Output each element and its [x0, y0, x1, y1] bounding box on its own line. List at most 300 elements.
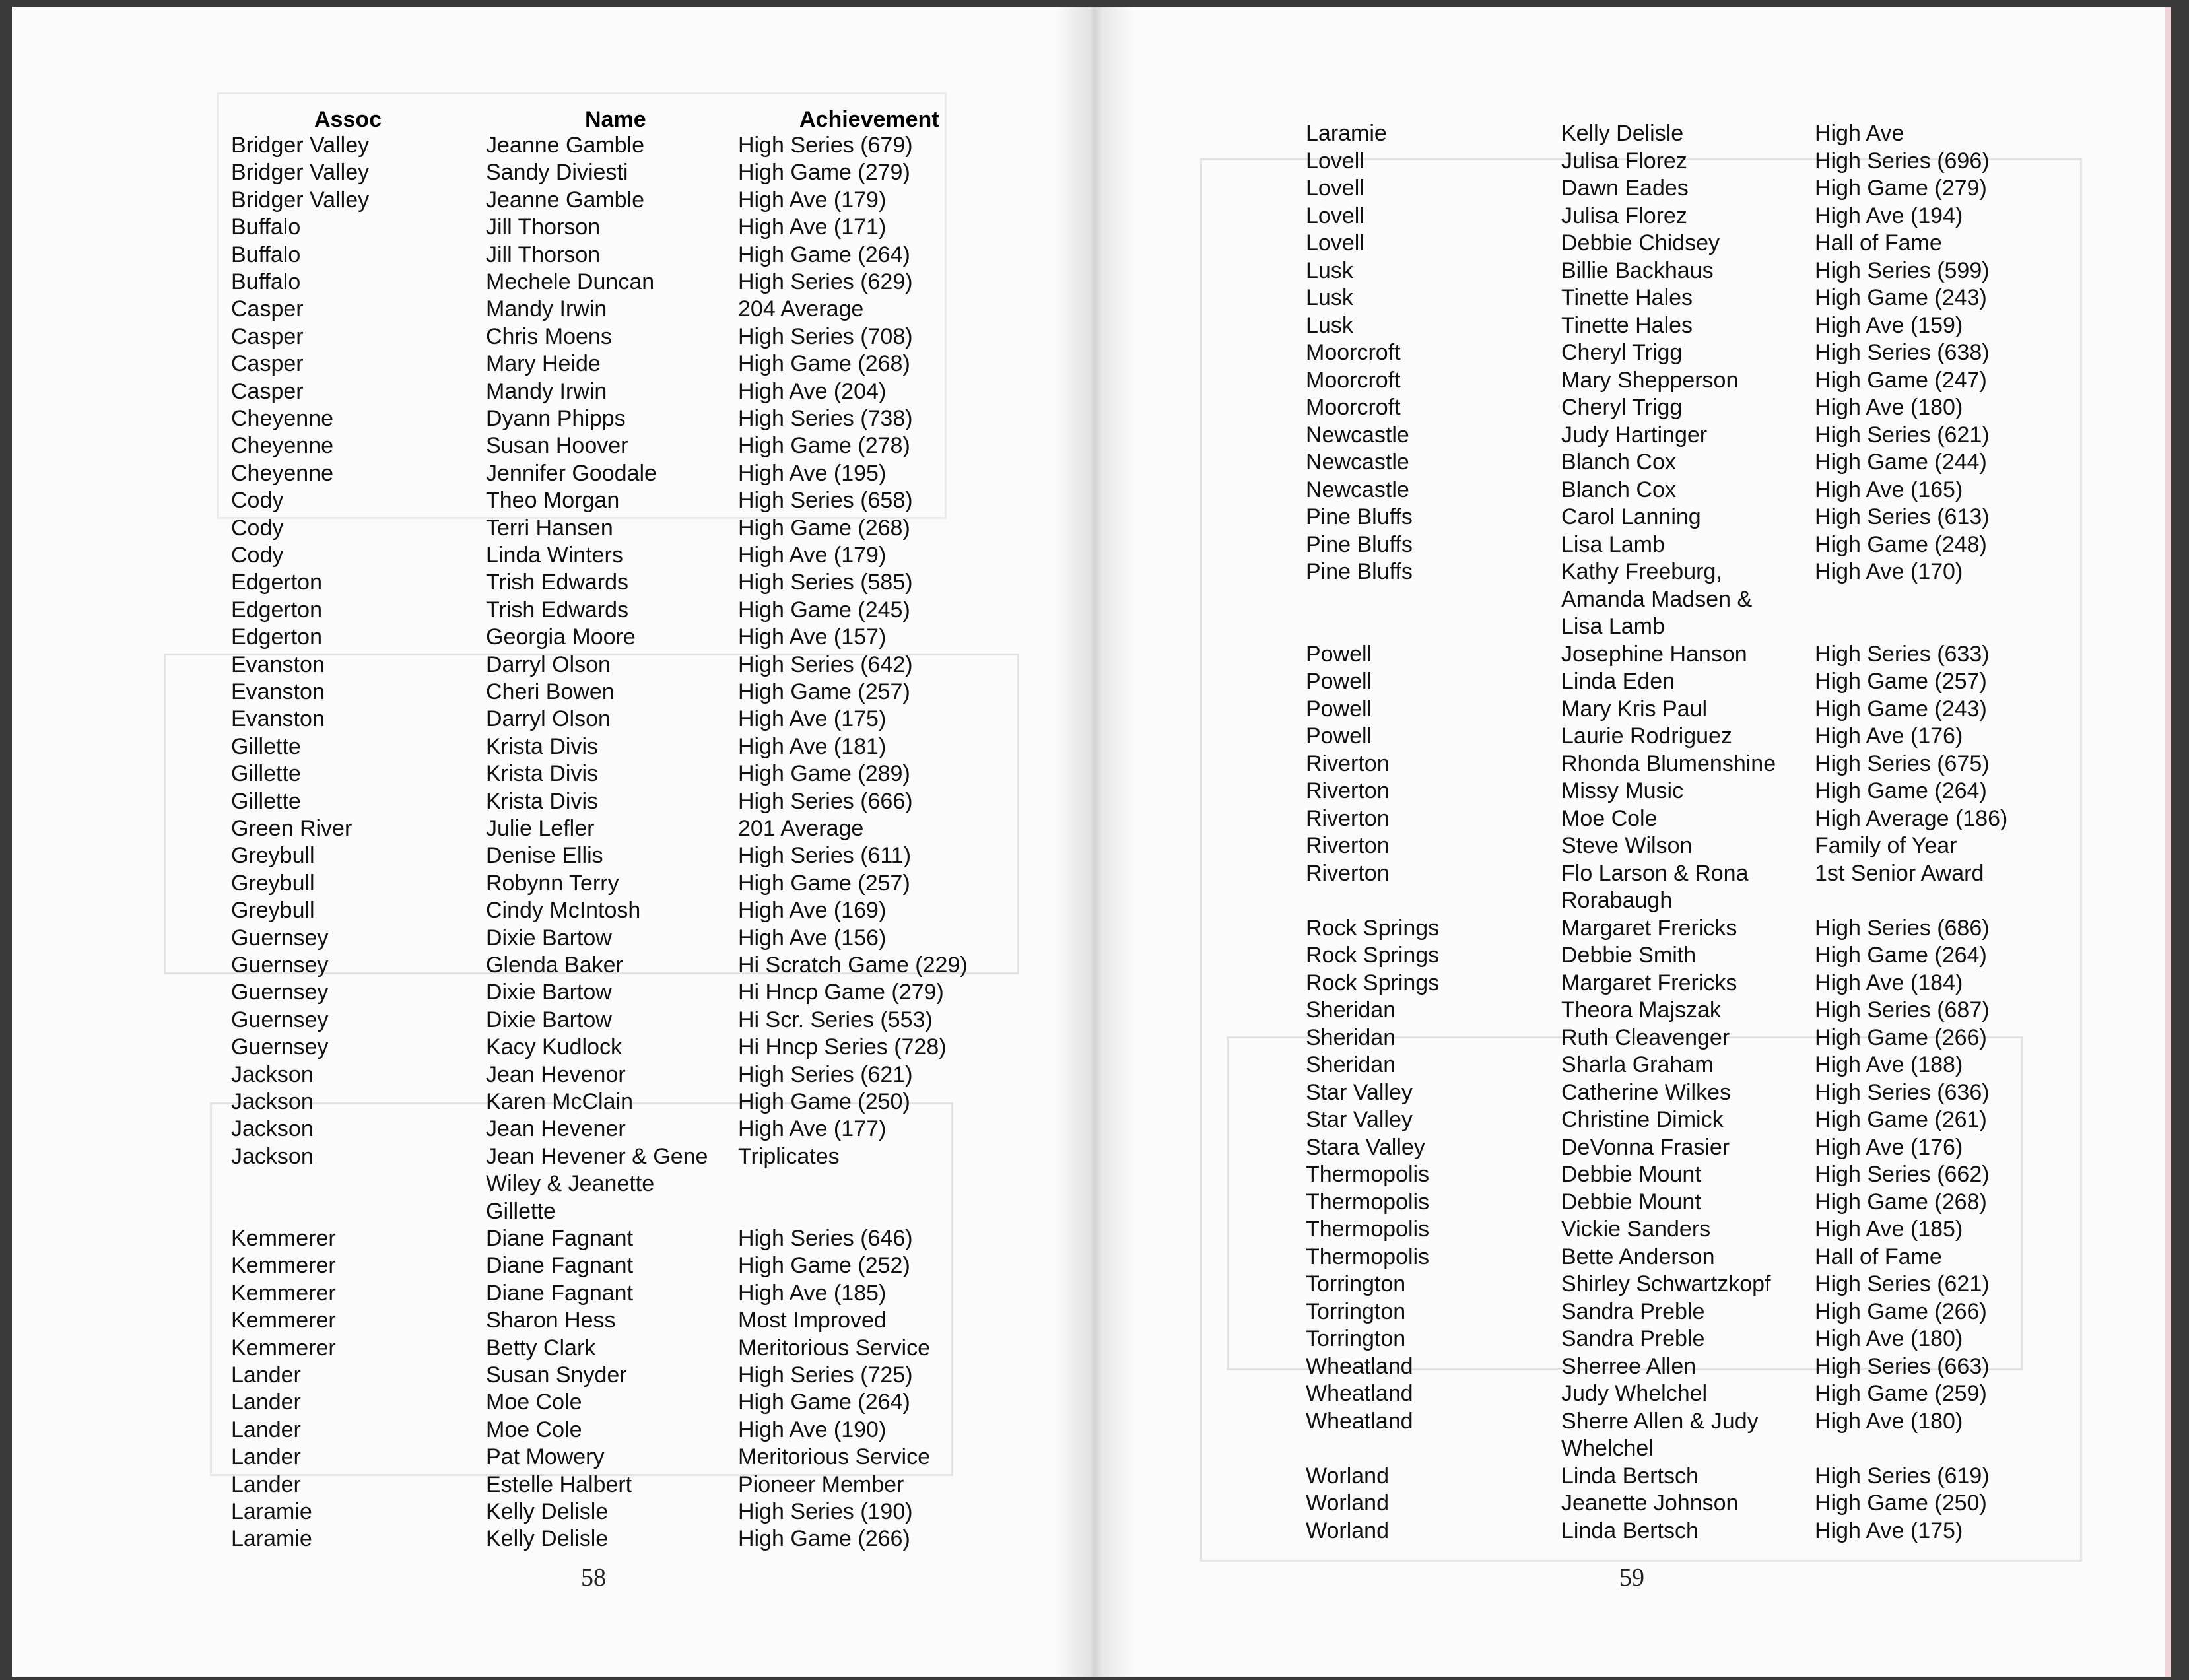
name-cell: Cheryl Trigg — [1561, 395, 1683, 420]
table-row — [12, 842, 1094, 869]
achievement-cell: Hall of Fame — [1815, 1244, 1942, 1269]
table-row — [12, 1335, 1094, 1362]
achievement-cell: High Ave (157) — [738, 624, 887, 650]
achievement-cell: High Series (619) — [1815, 1463, 1990, 1489]
table-row — [12, 1471, 1094, 1498]
name-cell: Debbie Mount — [1561, 1189, 1701, 1215]
name-cell: Trish Edwards — [486, 597, 629, 622]
name-cell: Julisa Florez — [1561, 148, 1687, 174]
name-cell: Sharon Hess — [486, 1308, 616, 1333]
assoc-cell: Riverton — [1306, 805, 1390, 831]
assoc-cell: Kemmerer — [231, 1253, 336, 1279]
table-row — [12, 1007, 1094, 1034]
table-row — [12, 1143, 1094, 1170]
table-row — [1094, 723, 2171, 750]
assoc-cell: Torrington — [1306, 1271, 1406, 1296]
table-row — [1094, 1079, 2171, 1106]
assoc-cell: Casper — [231, 378, 304, 404]
table-row — [1094, 1161, 2171, 1188]
name-cell: Denise Ellis — [486, 843, 603, 869]
achievement-cell: Hi Hncp Series (728) — [738, 1034, 947, 1060]
assoc-cell: Cheyenne — [231, 460, 334, 486]
achievement-cell: High Series (613) — [1815, 504, 1990, 529]
achievement-cell: High Ave (170) — [1815, 559, 1963, 584]
achievement-cell: High Game (243) — [1815, 696, 1987, 722]
table-row — [12, 679, 1094, 706]
assoc-cell: Thermopolis — [1306, 1162, 1430, 1187]
name-cell: Darryl Olson — [486, 706, 611, 732]
assoc-cell: Lusk — [1306, 312, 1353, 338]
assoc-cell: Powell — [1306, 723, 1372, 749]
table-row — [1094, 778, 2171, 805]
achievement-cell: High Ave (171) — [738, 215, 887, 240]
name-cell: Krista Divis — [486, 788, 599, 814]
achievement-cell: High Game (257) — [738, 870, 910, 896]
achievement-cell: High Series (190) — [738, 1499, 913, 1524]
table-row — [12, 1362, 1094, 1389]
achievement-cell: High Series (636) — [1815, 1079, 1990, 1105]
assoc-cell: Gillette — [231, 733, 301, 759]
achievement-cell: High Ave (159) — [1815, 312, 1963, 338]
name-cell: Mary Kris Paul — [1561, 696, 1708, 722]
name-cell: Darryl Olson — [486, 652, 611, 677]
name-cell: Amanda Madsen & — [1561, 586, 1753, 612]
achievement-cell: High Ave (180) — [1815, 1326, 1963, 1351]
table-row — [12, 460, 1094, 487]
assoc-cell: Jackson — [231, 1116, 314, 1142]
assoc-cell: Worland — [1306, 1491, 1389, 1516]
name-cell: Bette Anderson — [1561, 1244, 1715, 1269]
assoc-cell: Thermopolis — [1306, 1217, 1430, 1242]
table-row — [12, 815, 1094, 842]
name-cell: Lisa Lamb — [1561, 614, 1665, 639]
name-cell: Susan Hoover — [486, 433, 628, 459]
assoc-cell: Newcastle — [1306, 422, 1409, 448]
assoc-cell: Edgerton — [231, 624, 322, 650]
achievement-cell: High Ave (179) — [738, 187, 887, 213]
assoc-cell: Jackson — [231, 1061, 314, 1087]
name-cell: Blanch Cox — [1561, 450, 1676, 475]
assoc-cell: Lander — [231, 1444, 301, 1470]
assoc-cell: Jackson — [231, 1089, 314, 1114]
name-cell: Kelly Delisle — [486, 1526, 609, 1552]
table-row — [1094, 641, 2171, 668]
name-cell: Sandy Diviesti — [486, 160, 628, 185]
assoc-cell: Sheridan — [1306, 1025, 1396, 1050]
achievement-cell: High Game (244) — [1815, 450, 1987, 475]
name-cell: Theora Majszak — [1561, 997, 1721, 1023]
table-row — [1094, 312, 2171, 339]
achievement-cell: High Game (279) — [1815, 176, 1987, 201]
achievement-cell: High Series (621) — [1815, 1271, 1990, 1296]
assoc-cell: Edgerton — [231, 597, 322, 622]
assoc-cell: Pine Bluffs — [1306, 559, 1413, 584]
assoc-cell: Guernsey — [231, 1034, 329, 1060]
table-row — [1094, 915, 2171, 942]
table-row — [1094, 1244, 2171, 1271]
name-cell: Susan Snyder — [486, 1362, 627, 1388]
name-cell: Pat Mowery — [486, 1444, 605, 1470]
table-row — [1094, 1052, 2171, 1079]
name-cell: Ruth Cleavenger — [1561, 1025, 1730, 1050]
assoc-cell: Greybull — [231, 870, 315, 896]
name-cell: Dixie Bartow — [486, 925, 612, 951]
name-cell: Tinette Hales — [1561, 285, 1693, 310]
table-row — [1094, 1134, 2171, 1161]
table-row — [12, 187, 1094, 214]
table-row — [12, 1417, 1094, 1444]
name-cell: Judy Whelchel — [1561, 1381, 1708, 1406]
table-row — [1094, 422, 2171, 449]
table-row — [12, 378, 1094, 405]
name-cell: Vickie Sanders — [1561, 1217, 1711, 1242]
achievement-cell: High Ave (165) — [1815, 477, 1963, 502]
achievement-cell: High Series (621) — [738, 1061, 913, 1087]
table-row — [12, 1061, 1094, 1089]
name-cell: Krista Divis — [486, 761, 599, 787]
right-page — [1094, 7, 2171, 1677]
table-row — [12, 296, 1094, 323]
assoc-cell: Kemmerer — [231, 1308, 336, 1333]
table-row — [12, 351, 1094, 378]
table-row — [1094, 449, 2171, 476]
table-row — [1094, 1216, 2171, 1243]
name-cell: Dawn Eades — [1561, 176, 1689, 201]
assoc-cell: Worland — [1306, 1463, 1389, 1489]
assoc-cell: Lander — [231, 1362, 301, 1388]
assoc-cell: Worland — [1306, 1518, 1389, 1543]
achievement-cell: High Game (261) — [1815, 1107, 1987, 1132]
assoc-cell: Guernsey — [231, 925, 329, 951]
header-name: Name — [585, 107, 646, 132]
achievement-cell: High Ave (176) — [1815, 723, 1963, 749]
table-row — [12, 1498, 1094, 1526]
page-number: 58 — [581, 1564, 606, 1592]
name-cell: Dixie Bartow — [486, 1007, 612, 1032]
assoc-cell: Lusk — [1306, 285, 1353, 310]
name-cell: Dixie Bartow — [486, 980, 612, 1005]
table-row — [1094, 586, 2171, 613]
table-row — [1094, 1435, 2171, 1462]
name-cell: Catherine Wilkes — [1561, 1079, 1731, 1105]
page-number: 59 — [1619, 1564, 1644, 1592]
name-cell: Mandy Irwin — [486, 296, 607, 322]
achievement-cell: High Game (278) — [738, 433, 910, 459]
name-cell: Diane Fagnant — [486, 1253, 634, 1279]
name-cell: Jeanne Gamble — [486, 133, 645, 158]
left-page — [12, 7, 1094, 1677]
achievement-cell: High Game (266) — [1815, 1298, 1987, 1324]
assoc-cell: Kemmerer — [231, 1280, 336, 1306]
name-cell: Trish Edwards — [486, 570, 629, 595]
table-row — [1094, 832, 2171, 859]
assoc-cell: Newcastle — [1306, 450, 1409, 475]
assoc-cell: Bridger Valley — [231, 187, 370, 213]
table-row — [1094, 805, 2171, 832]
assoc-cell: Guernsey — [231, 980, 329, 1005]
achievement-cell: High Series (666) — [738, 788, 913, 814]
assoc-cell: Sheridan — [1306, 1052, 1396, 1077]
assoc-cell: Lander — [231, 1390, 301, 1415]
awards-table-right — [1094, 7, 2171, 1677]
table-row — [1094, 531, 2171, 558]
achievement-cell: High Series (686) — [1815, 915, 1990, 941]
table-row — [12, 706, 1094, 733]
achievement-cell: High Series (658) — [738, 488, 913, 514]
assoc-cell: Lovell — [1306, 148, 1364, 174]
table-row — [1094, 148, 2171, 175]
assoc-cell: Buffalo — [231, 269, 301, 294]
assoc-cell: Bridger Valley — [231, 160, 370, 185]
achievement-cell: High Series (696) — [1815, 148, 1990, 174]
achievement-cell: High Series (708) — [738, 323, 913, 349]
assoc-cell: Evanston — [231, 706, 325, 732]
achievement-cell: High Series (633) — [1815, 641, 1990, 667]
table-row — [1094, 1353, 2171, 1380]
assoc-cell: Riverton — [1306, 751, 1390, 776]
achievement-cell: High Game (257) — [1815, 669, 1987, 694]
assoc-cell: Cheyenne — [231, 406, 334, 431]
assoc-cell: Newcastle — [1306, 477, 1409, 502]
table-row — [1094, 751, 2171, 778]
assoc-cell: Stara Valley — [1306, 1134, 1425, 1160]
assoc-cell: Wheatland — [1306, 1381, 1413, 1406]
table-row — [12, 897, 1094, 924]
assoc-cell: Pine Bluffs — [1306, 504, 1413, 529]
name-cell: Diane Fagnant — [486, 1280, 634, 1306]
table-row — [1094, 696, 2171, 723]
name-cell: Dyann Phipps — [486, 406, 626, 431]
name-cell: Lisa Lamb — [1561, 531, 1665, 557]
name-cell: Margaret Frericks — [1561, 970, 1737, 995]
achievement-cell: High Ave (204) — [738, 378, 887, 404]
name-cell: Blanch Cox — [1561, 477, 1676, 502]
assoc-cell: Casper — [231, 323, 304, 349]
name-cell: Sharla Graham — [1561, 1052, 1714, 1077]
table-row — [1094, 668, 2171, 695]
table-row — [12, 925, 1094, 952]
achievement-cell: High Series (738) — [738, 406, 913, 431]
assoc-cell: Guernsey — [231, 1007, 329, 1032]
name-cell: Theo Morgan — [486, 488, 620, 514]
achievement-cell: High Ave (175) — [738, 706, 887, 732]
achievement-cell: High Game (268) — [738, 351, 910, 377]
table-row — [1094, 942, 2171, 969]
name-cell: Julie Lefler — [486, 816, 595, 841]
assoc-cell: Greybull — [231, 898, 315, 924]
assoc-cell: Buffalo — [231, 215, 301, 240]
name-cell: Christine Dimick — [1561, 1107, 1724, 1132]
assoc-cell: Wheatland — [1306, 1353, 1413, 1379]
achievement-cell: Hall of Fame — [1815, 230, 1942, 255]
name-cell: Jill Thorson — [486, 215, 601, 240]
achievement-cell: Hi Scratch Game (229) — [738, 953, 968, 978]
name-cell: Georgia Moore — [486, 624, 636, 650]
achievement-cell: High Series (611) — [738, 843, 912, 869]
name-cell: Estelle Halbert — [486, 1471, 632, 1497]
table-row — [1094, 887, 2171, 914]
name-cell: Sandra Preble — [1561, 1326, 1705, 1351]
table-row — [1094, 1025, 2171, 1052]
table-row — [12, 515, 1094, 542]
achievement-cell: Triplicates — [738, 1143, 840, 1169]
assoc-cell: Cody — [231, 515, 284, 541]
name-cell: Kelly Delisle — [486, 1499, 609, 1524]
assoc-cell: Riverton — [1306, 778, 1390, 803]
awards-table-left — [12, 7, 1094, 1677]
achievement-cell: High Ave (180) — [1815, 1408, 1963, 1434]
table-row — [12, 487, 1094, 514]
achievement-cell: High Ave (169) — [738, 898, 887, 924]
name-cell: Jean Hevener & Gene — [486, 1143, 708, 1169]
table-row — [12, 214, 1094, 241]
table-row — [12, 405, 1094, 432]
header-assoc: Assoc — [314, 107, 382, 132]
achievement-cell: High Ave (177) — [738, 1116, 887, 1142]
assoc-cell: Guernsey — [231, 953, 329, 978]
name-cell: Moe Cole — [1561, 805, 1658, 831]
name-cell: Linda Eden — [1561, 669, 1675, 694]
name-cell: Whelchel — [1561, 1436, 1654, 1461]
table-row — [1094, 1189, 2171, 1216]
achievement-cell: High Game (259) — [1815, 1381, 1987, 1406]
name-cell: Carol Lanning — [1561, 504, 1701, 529]
name-cell: Moe Cole — [486, 1417, 582, 1442]
assoc-cell: Powell — [1306, 641, 1372, 667]
achievement-cell: High Ave — [1815, 121, 1904, 146]
achievement-cell: 204 Average — [738, 296, 864, 322]
assoc-cell: Moorcroft — [1306, 367, 1401, 393]
achievement-cell: High Ave (185) — [738, 1280, 887, 1306]
table-row — [12, 760, 1094, 788]
name-cell: Debbie Smith — [1561, 943, 1697, 968]
table-row — [1094, 339, 2171, 366]
assoc-cell: Kemmerer — [231, 1335, 336, 1361]
achievement-cell: High Game (279) — [738, 160, 910, 185]
table-row — [1094, 285, 2171, 312]
name-cell: Steve Wilson — [1561, 833, 1693, 858]
name-cell: Jean Hevenor — [486, 1061, 626, 1087]
achievement-cell: High Game (245) — [738, 597, 910, 622]
assoc-cell: Cody — [231, 488, 284, 514]
name-cell: Margaret Frericks — [1561, 915, 1737, 941]
name-cell: Rhonda Blumenshine — [1561, 751, 1776, 776]
achievement-cell: High Game (257) — [738, 679, 910, 704]
name-cell: Debbie Chidsey — [1561, 230, 1720, 255]
table-row — [12, 870, 1094, 897]
assoc-cell: Kemmerer — [231, 1226, 336, 1251]
table-row — [12, 1089, 1094, 1116]
name-cell: Cheryl Trigg — [1561, 340, 1683, 365]
assoc-cell: Rock Springs — [1306, 943, 1440, 968]
achievement-cell: 1st Senior Award — [1815, 860, 1984, 886]
achievement-cell: High Game (268) — [738, 515, 910, 541]
achievement-cell: High Ave (188) — [1815, 1052, 1963, 1077]
assoc-cell: Evanston — [231, 679, 325, 704]
achievement-cell: High Series (599) — [1815, 257, 1990, 283]
achievement-cell: High Ave (179) — [738, 543, 887, 568]
achievement-cell: High Ave (180) — [1815, 395, 1963, 420]
assoc-cell: Greybull — [231, 843, 315, 869]
achievement-cell: High Series (629) — [738, 269, 913, 294]
table-row — [1094, 1463, 2171, 1490]
assoc-cell: Casper — [231, 351, 304, 377]
achievement-cell: Family of Year — [1815, 833, 1957, 858]
assoc-cell: Cheyenne — [231, 433, 334, 459]
assoc-cell: Moorcroft — [1306, 340, 1401, 365]
achievement-cell: High Series (642) — [738, 652, 913, 677]
table-row — [12, 323, 1094, 351]
table-row — [12, 1444, 1094, 1471]
table-row — [1094, 860, 2171, 887]
name-cell: Josephine Hanson — [1561, 641, 1747, 667]
name-cell: Kelly Delisle — [1561, 121, 1684, 146]
name-cell: Chris Moens — [486, 323, 612, 349]
assoc-cell: Gillette — [231, 761, 301, 787]
name-cell: Tinette Hales — [1561, 312, 1693, 338]
table-row — [1094, 257, 2171, 285]
assoc-cell: Casper — [231, 296, 304, 322]
table-row — [1094, 613, 2171, 640]
table-row — [1094, 558, 2171, 586]
achievement-cell: High Game (248) — [1815, 531, 1987, 557]
name-cell: Krista Divis — [486, 733, 599, 759]
table-row — [12, 1526, 1094, 1553]
achievement-cell: High Game (264) — [1815, 943, 1987, 968]
achievement-cell: High Series (663) — [1815, 1353, 1990, 1379]
name-cell: Kacy Kudlock — [486, 1034, 622, 1060]
table-row — [1094, 1518, 2171, 1545]
achievement-cell: High Series (725) — [738, 1362, 913, 1388]
name-cell: Karen McClain — [486, 1089, 633, 1114]
table-row — [12, 1252, 1094, 1279]
achievement-cell: Pioneer Member — [738, 1471, 904, 1497]
name-cell: Judy Hartinger — [1561, 422, 1708, 448]
achievement-cell: High Series (679) — [738, 133, 913, 158]
table-row — [1094, 477, 2171, 504]
achievement-cell: High Ave (175) — [1815, 1518, 1963, 1543]
table-row — [1094, 1326, 2171, 1353]
achievement-cell: High Series (687) — [1815, 997, 1990, 1023]
table-row — [12, 979, 1094, 1006]
achievement-cell: Meritorious Service — [738, 1335, 930, 1361]
name-cell: Linda Winters — [486, 543, 623, 568]
assoc-cell: Powell — [1306, 669, 1372, 694]
table-row — [12, 1280, 1094, 1307]
achievement-cell: High Game (266) — [1815, 1025, 1987, 1050]
achievement-cell: High Game (250) — [738, 1089, 910, 1114]
table-row — [12, 1034, 1094, 1061]
achievement-cell: High Ave (190) — [738, 1417, 887, 1442]
name-cell: Debbie Mount — [1561, 1162, 1701, 1187]
name-cell: Jeanne Gamble — [486, 187, 645, 213]
table-row — [12, 159, 1094, 186]
name-cell: Julisa Florez — [1561, 203, 1687, 228]
table-row — [12, 269, 1094, 296]
table-row — [12, 1170, 1094, 1197]
table-row — [12, 788, 1094, 815]
assoc-cell: Laramie — [1306, 121, 1387, 146]
achievement-cell: High Game (268) — [1815, 1189, 1987, 1215]
table-row — [12, 597, 1094, 624]
assoc-cell: Evanston — [231, 652, 325, 677]
achievement-cell: High Series (662) — [1815, 1162, 1990, 1187]
achievement-cell: Hi Hncp Game (279) — [738, 980, 944, 1005]
table-row — [12, 1116, 1094, 1143]
assoc-cell: Lander — [231, 1471, 301, 1497]
table-row — [1094, 367, 2171, 394]
assoc-cell: Rock Springs — [1306, 970, 1440, 995]
